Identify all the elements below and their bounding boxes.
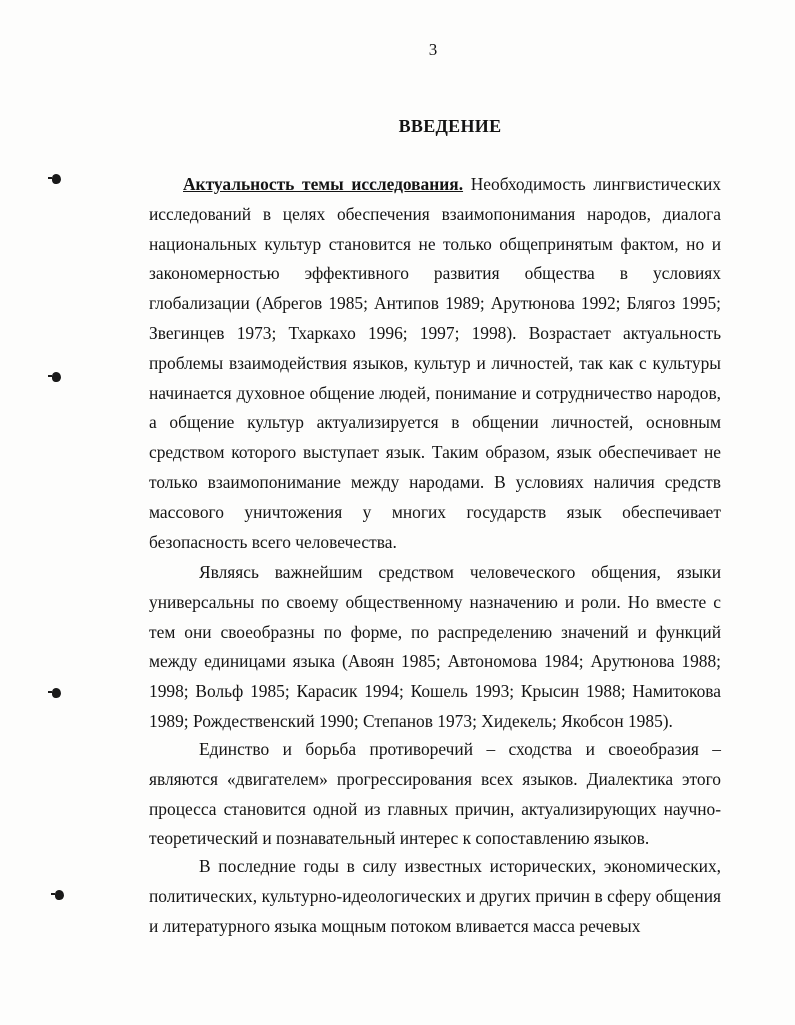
binding-hole-mark <box>55 890 64 900</box>
binding-hole-mark <box>52 372 61 382</box>
paragraph-universality <box>149 558 721 737</box>
relevance-text: Необходимость лингвистических исследований в целях обеспечения взаимопонимания народов, диалога национальных культур становится не только общепринятым фактом, но и закономерностью эффективного развития общества в условиях глобализации (Абрегов 1985; Антипов 1989; Арутюнова 1992; Блягоз 1995; Звегинцев 1973; Тхаркахо 1996; 1997; 1998). Возрастает актуальность проблемы взаимодействия языков, культур и личностей, так как с культуры начинается духовное общение людей, понимание и сотрудничество народов, а общение культур актуализируется в общении личностей, основным средством которого выступает язык. Таким образом, язык обеспечивает не только взаимопонимание между народами. В условиях наличия средств массового уничтожения у многих государств язык обеспечивает безопасность всего человечества. <box>149 174 721 552</box>
page-number: 3 <box>428 40 438 59</box>
binding-hole-mark <box>52 688 61 698</box>
binding-hole-mark <box>52 174 61 184</box>
paragraph-recent-years <box>149 852 721 941</box>
relevance-heading: Актуальность темы исследования. <box>183 174 464 194</box>
paragraph-universality-text: Являясь важнейшим средством человеческого общения, языки универсальны по своему общественному назначению и роли. Но вместе с тем они своеобразны по форме, по распределению значений и функций между единицами языка (Авоян 1985; Автономова 1984; Арутюнова 1988; 1998; Вольф 1985; Карасик 1994; Кошель 1993; Крысин 1988; Намитокова 1989; Рождественский 1990; Степанов 1973; Хидекель; Якобсон 1985). <box>149 562 721 731</box>
paragraph-relevance <box>149 170 721 557</box>
paragraph-unity-text: Единство и борьба противоречий – сходства и своеобразия – являются «двигателем» прогрессирования всех языков. Диалектика этого процесса становится одной из главных причин, актуализирующих научно-теоретический и познавательный интерес к сопоставлению языков. <box>149 739 721 849</box>
paragraph-unity <box>149 735 721 854</box>
paragraph-recent-years-text: В последние годы в силу известных исторических, экономических, политических, культурно-идеологических и других причин в сферу общения и литературного языка мощным потоком вливается масса речевых <box>149 856 721 936</box>
section-title: ВВЕДЕНИЕ <box>398 116 502 136</box>
